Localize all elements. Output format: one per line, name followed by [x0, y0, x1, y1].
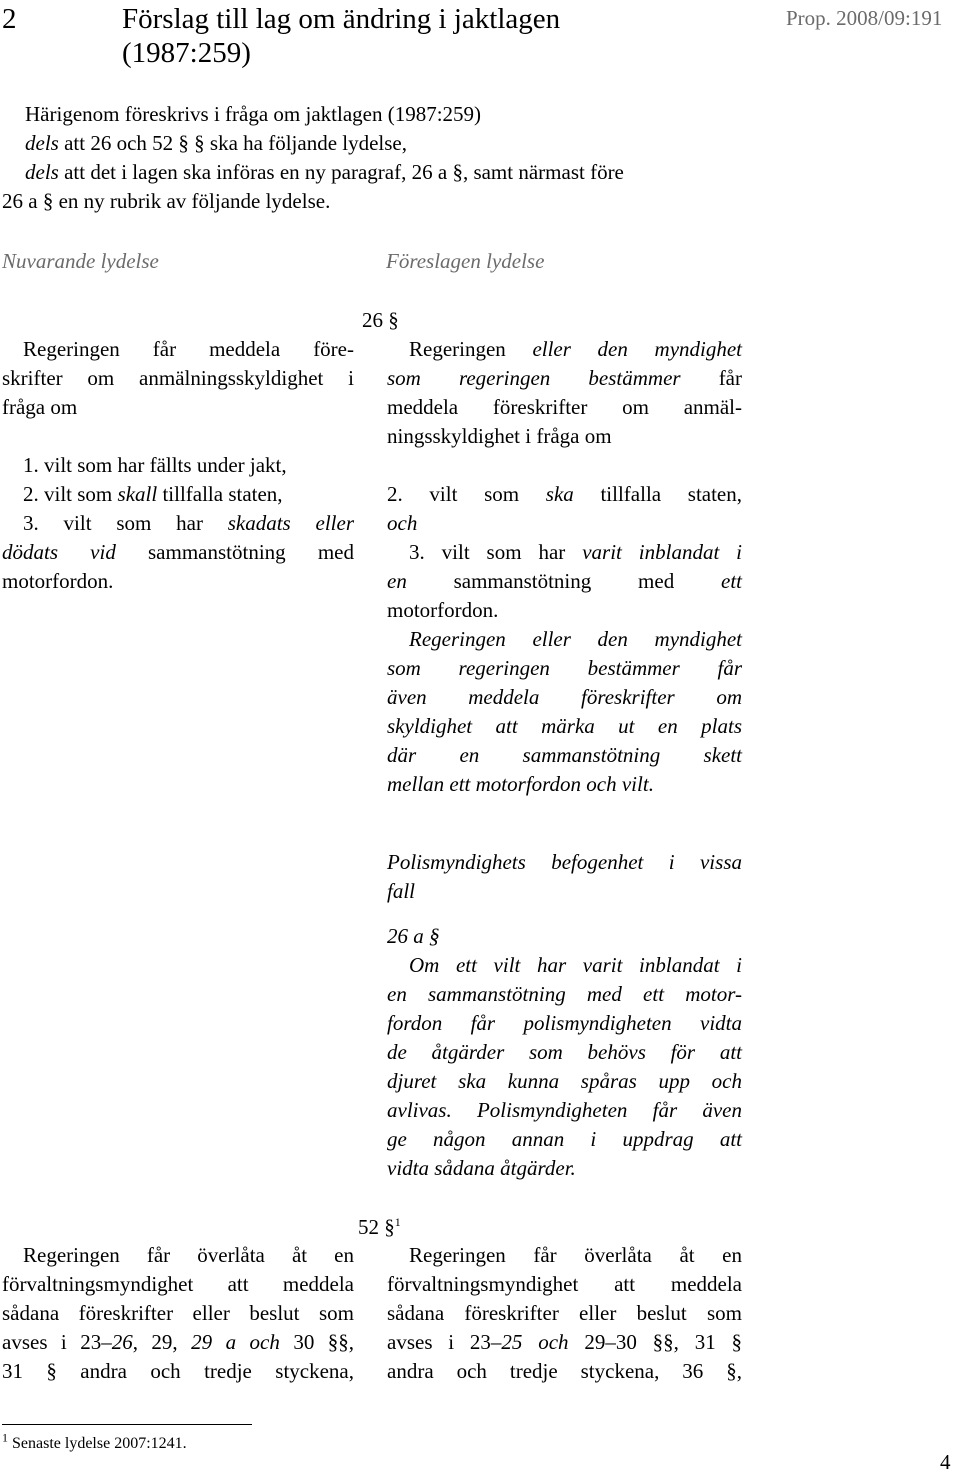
section-26-proposed: [387, 335, 742, 799]
intro-line: Härigenom föreskrivs i fråga om jaktlagen (1987:259): [25, 102, 482, 126]
emphasis: dödats vid: [2, 540, 116, 564]
heading-line: Polismyndighets befogenhet i vissa: [387, 850, 742, 874]
text: avses i 23–: [387, 1330, 502, 1354]
emphasis: skall: [117, 482, 158, 506]
text-line: Om ett vilt har varit inblandat i: [409, 953, 742, 977]
list-item: [2, 509, 354, 538]
text-line: Regeringen får överlåta åt en: [23, 1243, 354, 1267]
intro-text: att 26 och 52: [58, 131, 179, 155]
page-number: 4: [940, 1450, 951, 1474]
text: 3. vilt som har: [23, 511, 228, 535]
marker-text: 52 §: [358, 1215, 395, 1239]
text-line: sådana föreskrifter eller beslut som: [387, 1301, 742, 1325]
footnote-rule: [2, 1424, 252, 1425]
text-line: fråga om: [2, 395, 78, 419]
text-line: [387, 567, 742, 596]
footnote-text: Senaste lydelse 2007:1241.: [8, 1435, 187, 1452]
section-26a-heading: [387, 848, 742, 906]
text-line: som regeringen bestämmer får: [387, 656, 742, 680]
text-line: motorfordon.: [2, 569, 114, 593]
text-line: motorfordon.: [387, 598, 499, 622]
intro-dels: dels: [25, 160, 59, 184]
section-sign: § §: [178, 131, 205, 155]
text-line: förvaltningsmyndighet att meddela: [2, 1272, 354, 1296]
text-line: Regeringen eller den myndighet: [409, 627, 742, 651]
text: 3. vilt som har: [409, 540, 583, 564]
text-line: sådana föreskrifter eller beslut som: [2, 1301, 354, 1325]
section-52-marker: [358, 1213, 401, 1242]
text: tillfalla staten,: [157, 482, 283, 506]
text: 2. vilt som: [23, 482, 118, 506]
text-line: en sammanstötning med ett motor-: [387, 982, 742, 1006]
emphasis: ska: [545, 482, 574, 506]
text-line: [2, 1328, 354, 1357]
text-line: [387, 364, 742, 393]
text: tillfalla staten,: [573, 482, 742, 506]
text: Regeringen: [409, 337, 533, 361]
list-item: [387, 480, 742, 509]
text-line: andra och tredje styckena, 36 §,: [387, 1359, 742, 1383]
section-52-current: [2, 1241, 354, 1386]
chapter-number: 2: [2, 3, 17, 35]
text-line: [2, 538, 354, 567]
text-line: ningsskyldighet i fråga om: [387, 424, 612, 448]
text-line: avlivas. Polismyndigheten får även: [387, 1098, 742, 1122]
section-26-current: [2, 335, 354, 596]
proposition-reference: Prop. 2008/09:191: [786, 6, 943, 30]
emphasis: som regeringen bestämmer: [387, 366, 681, 390]
emphasis: 29 a och: [191, 1330, 280, 1354]
section-26-marker: 26 §: [362, 308, 399, 332]
intro-text: 26 a: [2, 189, 43, 213]
intro-dels: dels: [25, 131, 59, 155]
text: sammanstötning med: [406, 569, 721, 593]
heading-line: fall: [387, 879, 416, 903]
emphasis: ett: [721, 569, 742, 593]
footnote-reference: 1: [394, 1215, 401, 1229]
emphasis: 25 och: [501, 1330, 569, 1354]
section-sign: §: [42, 189, 54, 213]
text-line: Regeringen får meddela före-: [23, 337, 354, 361]
text-line: djuret ska kunna spåras upp och: [387, 1069, 742, 1093]
intro-line: [25, 158, 624, 187]
text-line: skyldighet att märka ut en plats: [387, 714, 742, 738]
text: får: [680, 366, 742, 390]
text: sammanstötning med: [115, 540, 354, 564]
text-line: vidta sådana åtgärder.: [387, 1156, 576, 1180]
text: 2. vilt som: [387, 482, 546, 506]
section-sign: §: [452, 160, 463, 184]
list-item: 1. vilt som har fällts under jakt,: [23, 453, 287, 477]
footnote: [2, 1430, 187, 1454]
intro-paragraph: [2, 100, 624, 216]
text: 30 §§,: [279, 1330, 355, 1354]
intro-text: , samt närmast före: [462, 160, 624, 184]
text: 29–30 §§, 31 §: [568, 1330, 742, 1354]
emphasis: varit inblandat i: [582, 540, 743, 564]
text: , 29,: [132, 1330, 192, 1354]
text-line: även meddela föreskrifter om: [387, 685, 742, 709]
list-item: [387, 538, 742, 567]
chapter-title-line1: Förslag till lag om ändring i jaktlagen: [122, 3, 561, 35]
text-line: de åtgärder som behövs för att: [387, 1040, 742, 1064]
left-column-heading: Nuvarande lydelse: [2, 249, 159, 273]
footnote-number: 1: [2, 1430, 8, 1445]
section-52-proposed: [387, 1241, 742, 1386]
intro-text: en ny rubrik av följande lydelse.: [53, 189, 331, 213]
text-line: förvaltningsmyndighet att meddela: [387, 1272, 742, 1296]
section-26a-marker: 26 a §: [387, 924, 440, 948]
text-line: mellan ett motorfordon och vilt.: [387, 772, 654, 796]
intro-line: [2, 187, 624, 216]
chapter-title-line2: (1987:259): [122, 37, 251, 69]
emphasis: 26: [111, 1330, 133, 1354]
text-line: 31 § andra och tredje styckena,: [2, 1359, 354, 1383]
emphasis: skadats eller: [227, 511, 355, 535]
intro-text: att det i lagen ska införas en ny paragraf, 26 a: [58, 160, 453, 184]
text-line: och: [387, 511, 418, 535]
intro-text: ska ha följande lydelse,: [204, 131, 407, 155]
list-item: [2, 480, 354, 509]
emphasis: en: [387, 569, 407, 593]
text-line: meddela föreskrifter om anmäl-: [387, 395, 742, 419]
section-26a-text: [387, 951, 742, 1183]
emphasis: eller den myndighet: [532, 337, 742, 361]
text-line: [387, 1328, 742, 1357]
text-line: [387, 335, 742, 364]
text-line: ge någon annan i uppdrag att: [387, 1127, 742, 1151]
text-line: skrifter om anmälningsskyldighet i: [2, 366, 354, 390]
text-line: där en sammanstötning skett: [387, 743, 742, 767]
text-line: Regeringen får överlåta åt en: [409, 1243, 742, 1267]
intro-line: [25, 129, 624, 158]
right-column-heading: Föreslagen lydelse: [386, 249, 545, 273]
text: avses i 23–: [2, 1330, 112, 1354]
text-line: fordon får polismyndigheten vidta: [387, 1011, 742, 1035]
chapter-title: [122, 2, 560, 70]
